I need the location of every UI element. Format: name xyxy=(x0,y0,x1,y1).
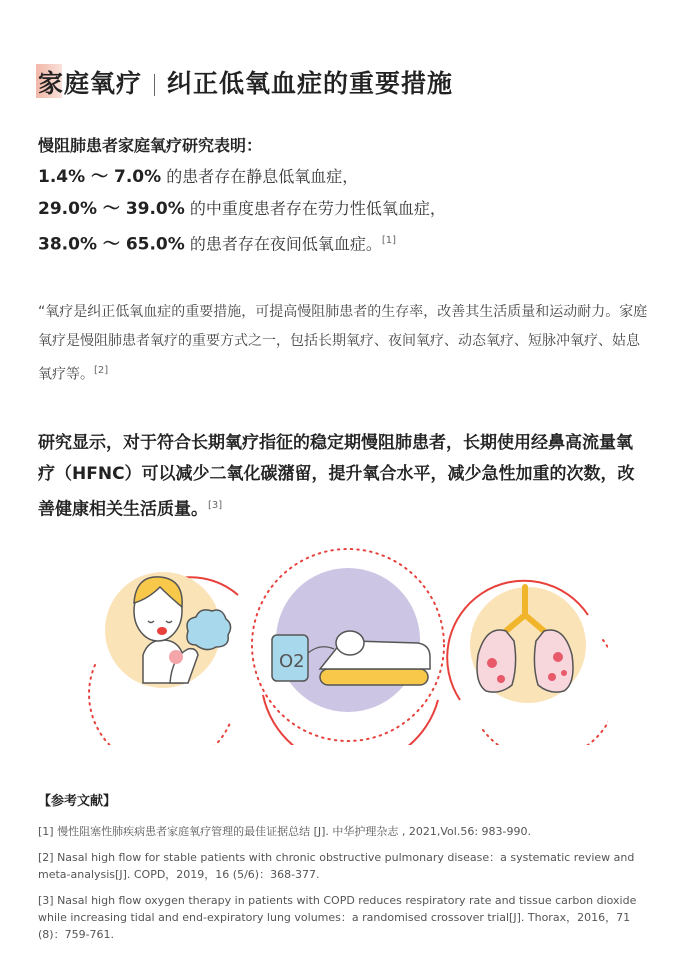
stat-range: 1.4% ～ 7.0% xyxy=(38,167,162,187)
stat-range: 38.0% ～ 65.0% xyxy=(38,234,185,255)
paragraph-text: “氧疗是纠正低氧血症的重要措施，可提高慢阻肺患者的生存率，改善其生活质量和运动耐力。家庭氧疗是慢阻肺患者氧疗的重要方式之一，包括长期氧疗、夜间氧疗、动态氧疗、短脉冲氧疗、姑息氧疗等。 xyxy=(38,304,648,383)
stat-text: 的患者存在静息低氧血症， xyxy=(161,167,359,186)
title-left: 家庭氧疗 xyxy=(38,69,143,98)
citation-mark: [1] xyxy=(381,235,397,246)
stat-line xyxy=(38,198,648,220)
references xyxy=(38,790,653,952)
oxygen-therapy-illustration xyxy=(252,549,444,745)
title-right: 纠正低氧血症的重要措施 xyxy=(167,69,454,98)
citation-mark: [2] xyxy=(94,365,109,376)
stat-text: 的中重度患者存在劳力性低氧血症， xyxy=(184,199,446,218)
hfnc-finding xyxy=(38,428,648,526)
title-text xyxy=(38,64,453,100)
lungs-illustration xyxy=(447,581,608,745)
breathing-person-illustration xyxy=(89,572,238,745)
stat-line xyxy=(38,230,648,255)
oxygen-therapy-paragraph xyxy=(38,298,648,390)
finding-text: 研究显示，对于符合长期氧疗指征的稳定期慢阻肺患者，长期使用经鼻高流量氧疗（HFNC）可以减少二氧化碳潴留，提升氧合水平，减少急性加重的次数，改善健康相关生活质量。 xyxy=(38,433,635,520)
stats-intro: 慢阻肺患者家庭氧疗研究表明： xyxy=(38,136,263,155)
references-title: 【参考文献】 xyxy=(38,794,117,809)
title-divider xyxy=(154,74,155,96)
o2-label: O2 xyxy=(279,651,305,672)
stat-line xyxy=(38,166,648,188)
stats-block xyxy=(38,133,648,265)
illustration xyxy=(88,545,608,745)
page-title xyxy=(38,60,453,104)
stat-range: 29.0% ～ 39.0% xyxy=(38,199,185,219)
reference-item: [1] 慢性阻塞性肺疾病患者家庭氧疗管理的最佳证据总结 [J]. 中华护理杂志 , 2021,Vol.56: 983-990. xyxy=(38,825,531,838)
citation-mark: [3] xyxy=(208,500,223,511)
stat-text: 的患者存在夜间低氧血症。 xyxy=(184,234,382,254)
reference-item: [3] Nasal high flow oxygen therapy in patients with COPD reduces respiratory rate and tissue carbon dioxide while increasing tidal and end-expiratory lung volumes：a randomised crossover trial[J]. Thorax，2016，71 (8)：759-761. xyxy=(38,894,637,941)
reference-item: [2] Nasal high flow for stable patients with chronic obstructive pulmonary disease：a systematic review and meta-analysis[J]. COPD，2019，16 (5/6)：368-377. xyxy=(38,851,635,881)
